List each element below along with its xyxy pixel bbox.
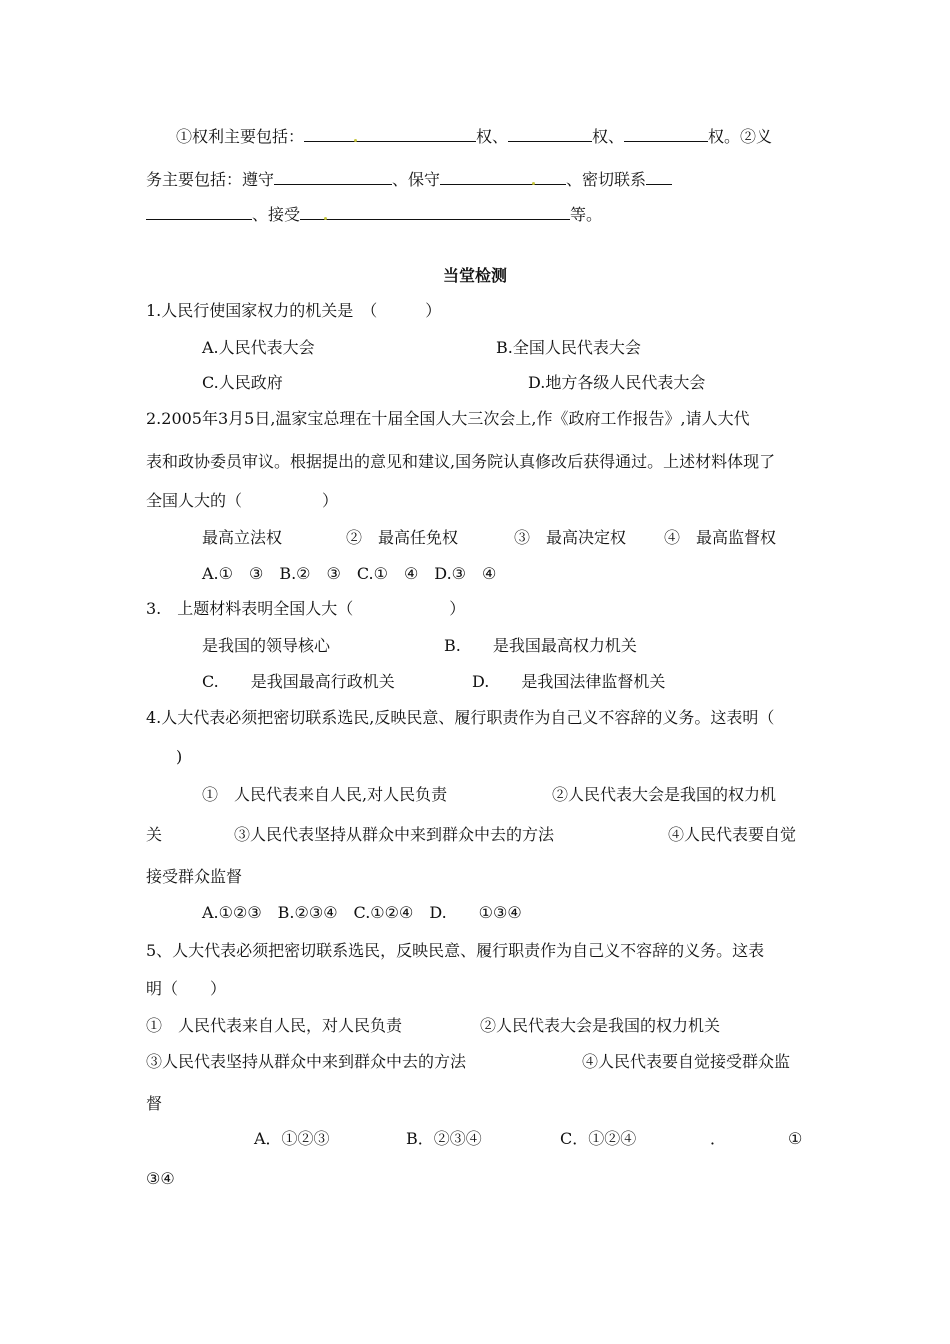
q4-answer-options[interactable]: A.①②③ B.②③④ C.①②④ D. ①③④: [202, 903, 522, 922]
text-fragment: 、保守: [392, 170, 441, 189]
q3-option-c[interactable]: C. 是我国最高行政机关: [202, 672, 395, 691]
q5-option-a[interactable]: A．①②③: [254, 1129, 330, 1148]
q5-item-4: ④人民代表要自觉接受群众监: [582, 1052, 791, 1071]
text-fragment: 权、: [592, 127, 625, 146]
q5-item-3: ③人民代表坚持从群众中来到群众中去的方法: [146, 1052, 467, 1071]
text-fragment: 、密切联系: [566, 170, 647, 189]
q1-option-c[interactable]: C.人民政府: [202, 373, 283, 392]
q3-stem: 3. 上题材料表明全国人大（ ）: [146, 599, 466, 618]
q2-answer-options[interactable]: A.① ③ B.② ③ C.① ④ D.③ ④: [202, 564, 497, 583]
blank-field[interactable]: [508, 127, 592, 142]
q2-stem-line-2: 表和政协委员审议。根据提出的意见和建议,国务院认真修改后获得通过。上述材料体现了: [146, 452, 776, 471]
rights-line-1: [176, 126, 772, 148]
blank-field[interactable]: [624, 127, 708, 142]
blank-field[interactable]: [146, 205, 252, 220]
text-fragment: 、接受: [252, 205, 301, 224]
blank-field[interactable]: [646, 170, 672, 185]
q5-option-d-label[interactable]: ．: [710, 1129, 727, 1148]
section-heading: 当堂检测: [442, 266, 507, 285]
q4-item-4-cont: 接受群众监督: [146, 867, 243, 886]
q3-option-a[interactable]: 是我国的领导核心: [202, 636, 331, 655]
q4-item-1: ① 人民代表来自人民,对人民负责: [202, 785, 448, 804]
q4-item-3: ③人民代表坚持从群众中来到群众中去的方法: [234, 825, 555, 844]
q5-option-b[interactable]: B．②③④: [406, 1129, 482, 1148]
text-fragment: 权、: [476, 127, 509, 146]
q2-item-2: ② 最高任免权: [346, 528, 459, 547]
q2-item-4: ④ 最高监督权: [664, 528, 777, 547]
blank-field[interactable]: [440, 170, 566, 185]
q4-stem-line-2: ): [176, 747, 183, 766]
q2-stem-line-3: 全国人大的（ ）: [146, 491, 339, 510]
q1-option-b[interactable]: B.全国人民代表大会: [496, 338, 641, 357]
q4-item-2: ②人民代表大会是我国的权力机: [552, 785, 777, 804]
blank-field[interactable]: [300, 205, 570, 220]
rights-line-3: [146, 204, 602, 226]
q5-option-d-part-1: ①: [788, 1129, 803, 1148]
q4-stem-line-1: 4.人大代表必须把密切联系选民,反映民意、履行职责作为自己义不容辞的义务。这表明（: [146, 708, 775, 727]
rights-line-2: [146, 169, 672, 191]
q5-option-d-part-2: ③④: [146, 1169, 175, 1188]
q5-item-4-cont: 督: [146, 1094, 163, 1113]
text-fragment: 权。②义: [708, 127, 773, 146]
text-fragment: 等。: [570, 205, 603, 224]
q5-item-1: ① 人民代表来自人民，对人民负责: [146, 1016, 403, 1035]
blank-field[interactable]: [274, 170, 392, 185]
q2-stem-line-1: 2.2005年3月5日,温家宝总理在十届全国人大三次会上,作《政府工作报告》,请人大代: [146, 409, 750, 428]
q5-option-c[interactable]: C．①②④: [560, 1129, 637, 1148]
q3-option-b[interactable]: B. 是我国最高权力机关: [444, 636, 637, 655]
rights-prefix: ①权利主要包括：: [176, 127, 305, 146]
q1-option-a[interactable]: A.人民代表大会: [202, 338, 315, 357]
duties-prefix: 务主要包括：遵守: [146, 170, 275, 189]
q4-item-2-cont: 关: [146, 825, 163, 844]
blank-field[interactable]: [304, 127, 476, 142]
q1-option-d[interactable]: D.地方各级人民代表大会: [528, 373, 706, 392]
q2-item-1: 最高立法权: [202, 528, 283, 547]
q5-stem-line-1: 5、人大代表必须把密切联系选民，反映民意、履行职责作为自己义不容辞的义务。这表: [146, 941, 765, 960]
q4-item-4: ④人民代表要自觉: [668, 825, 797, 844]
q5-stem-line-2: 明（ ）: [146, 979, 227, 998]
q1-stem: 1.人民行使国家权力的机关是 （ ）: [146, 301, 442, 320]
q2-item-3: ③ 最高决定权: [514, 528, 627, 547]
q5-item-2: ②人民代表大会是我国的权力机关: [480, 1016, 721, 1035]
q3-option-d[interactable]: D. 是我国法律监督机关: [472, 672, 666, 691]
